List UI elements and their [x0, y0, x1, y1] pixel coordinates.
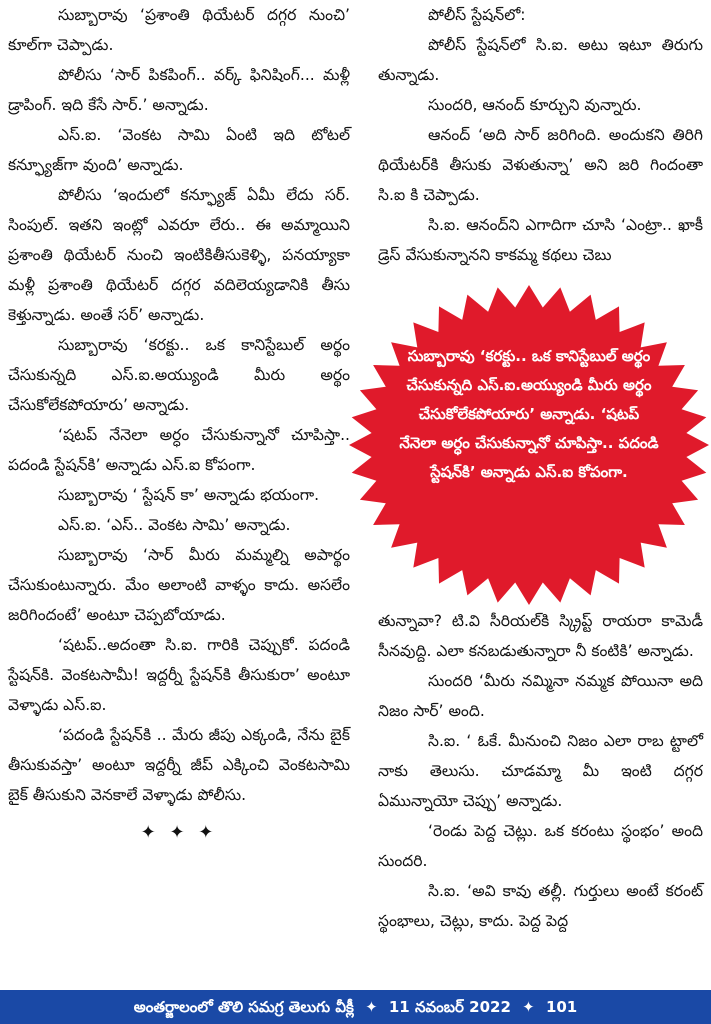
paragraph: ‘రెండు పెద్ద చెట్లు. ఒక కరంటు స్థంభం’ అంది సుందరి.	[378, 822, 703, 870]
pull-quote-burst	[346, 282, 711, 608]
section-break-stars: ✦ ✦ ✦	[140, 822, 218, 843]
paragraph: సి.ఐ. ఆనంద్‌ని ఎగాదిగా చూసి ‘ఎంట్రా.. ఖాకీ డ్రెస్ వేసుకున్నానని కాకమ్మ కథలు చెబు	[378, 216, 703, 264]
magazine-tagline: అంతర్జాలంలో తొలి సమగ్ర తెలుగు వీక్లీ	[133, 998, 354, 1016]
paragraph: ‘షటప్..అదంతా సి.ఐ. గారికి చెప్పుకో. పదండి స్టేషన్‌కి. వెంకటసామీ! ఇద్దర్నీ స్టేషన్‌కి తీసుకురా’ అంటూ వెళ్ళాడు ఎస్.ఐ.	[8, 636, 350, 714]
paragraph: సుందరి, ఆనంద్ కూర్చుని వున్నారు.	[428, 96, 642, 114]
paragraph: సి.ఐ. ‘అవి కావు తల్లీ. గుర్తులు అంటే కరంట్ స్థంభాలు, చెట్లు, కాదు. పెద్ద పెద్ద	[378, 882, 703, 930]
paragraph: సుందరి ‘మీరు నమ్మినా నమ్మక పోయినా అది నిజం సార్’ అంది.	[378, 672, 703, 720]
paragraph: సుబ్బారావు ‘ స్టేషన్ కా’ అన్నాడు భయంగా.	[58, 486, 320, 504]
paragraph: సుబ్బారావు ‘కరక్టు.. ఒక కానిస్టేబుల్ అర్థం చేసుకున్నది ఎస్.ఐ.అయ్యుండి మీరు అర్థం చేసుకోలేకపోయారు’ అన్నాడు.	[8, 336, 350, 414]
paragraph: పోలీస్ స్టేషన్‌లో సి.ఐ. అటు ఇటూ తిరుగు తున్నాడు.	[378, 36, 703, 84]
paragraph: పోలీసు ‘సార్ పికపింగ్.. వర్క్ ఫినిషింగ్... మళ్లీ డ్రాపింగ్. ఇది కేసే సార్.’ అన్నాడు.	[8, 66, 350, 114]
paragraph: ఎస్.ఐ. ‘ఎస్.. వెంకట సామి’ అన్నాడు.	[58, 516, 291, 534]
left-column	[8, 0, 350, 848]
paragraph: ‘పదండి స్టేషన్‌కి .. మేరు జీపు ఎక్కండి, నేను బైక్ తీసుకువస్తా’ అంటూ ఇద్దర్నీ జీప్ ఎక్కించి వెంకటసామి బైక్ తీసుకుని వెనకాలే వెళ్ళాడు పోలీసు.	[8, 726, 350, 804]
paragraph: సుబ్బారావు ‘ప్రశాంతి థియేటర్ దగ్గర నుంచి’ కూల్‌గా చెప్పాడు.	[8, 6, 350, 54]
page-number: 101	[545, 998, 578, 1016]
bullet-icon: ✦	[522, 998, 535, 1016]
right-column-top	[378, 0, 703, 270]
paragraph: పోలీస్ స్టేషన్‌లో:	[428, 6, 526, 24]
paragraph: ‘షటప్ నేనెలా అర్ధం చేసుకున్నానో చూపిస్తా.. పదండి స్టేషన్‌కి’ అన్నాడు ఎస్.ఐ కోపంగా.	[8, 426, 350, 474]
paragraph: ఆనంద్ ‘అది సార్ జరిగింది. అందుకని తిరిగి థియేటర్‌కి తీసుకు వెళుతున్నా’ అని జరి గిందంతా సి.ఐ కి చెప్పాడు.	[378, 126, 703, 204]
right-column-bottom	[378, 606, 703, 936]
paragraph: తున్నావా? టి.వి సీరియల్‌కి స్క్రిప్ట్ రాయరా కామెడీ సీనవుద్ది. ఎలా కనబడుతున్నారా నీ కంటికి’ అన్నాడు.	[378, 612, 703, 660]
pull-quote-text: సుబ్బారావు ‘కరక్టు.. ఒక కానిస్టేబుల్ అర్థం చేసుకున్నది ఎస్.ఐ.అయ్యుండి మీరు అర్థం చేసుకోలేకపోయారు’ అన్నాడు. ‘షటప్ నేనెలా అర్ధం చేసుకున్నానో చూపిస్తా.. పదండి స్టేషన్‌కి’ అన్నాడు ఎస్.ఐ కోపంగా.	[399, 347, 659, 481]
paragraph: ఎస్.ఐ. ‘వెంకట సామి ఏంటి ఇది టోటల్ కన్ఫ్యూజ్‌గా వుంది’ అన్నాడు.	[8, 126, 350, 174]
footer-bar	[0, 990, 711, 1024]
bullet-icon: ✦	[365, 998, 378, 1016]
issue-date: 11 నవంబర్ 2022	[388, 998, 511, 1016]
paragraph: సుబ్బారావు ‘సార్ మీరు మమ్మల్ని అపార్థం చేసుకుంటున్నారు. మేం అలాంటి వాళ్ళం కాదు. అసలేం జరిగిందంటే’ అంటూ చెప్పబోయాడు.	[8, 546, 350, 624]
paragraph: సి.ఐ. ‘ ఓకే. మీనుంచి నిజం ఎలా రాబ ట్టాలో నాకు తెలుసు. చూడమ్మా మీ ఇంటి దగ్గర ఏమున్నాయో చెప్పు’ అన్నాడు.	[378, 732, 703, 810]
paragraph: పోలీసు ‘ఇందులో కన్ఫ్యూజ్ ఏమీ లేదు సర్. సింపుల్. ఇతని ఇంట్లో ఎవరూ లేరు.. ఈ అమ్మాయిని ప్రశాంతి థియేటర్ నుంచి ఇంటికితీసుకెళ్ళి, పనయ్యాకా మళ్లీ ప్రశాంతి థియేటర్ దగ్గర వదిలెయ్యడానికి తీసు కెళ్తున్నాడు. అంతే సర్’ అన్నాడు.	[8, 186, 350, 324]
